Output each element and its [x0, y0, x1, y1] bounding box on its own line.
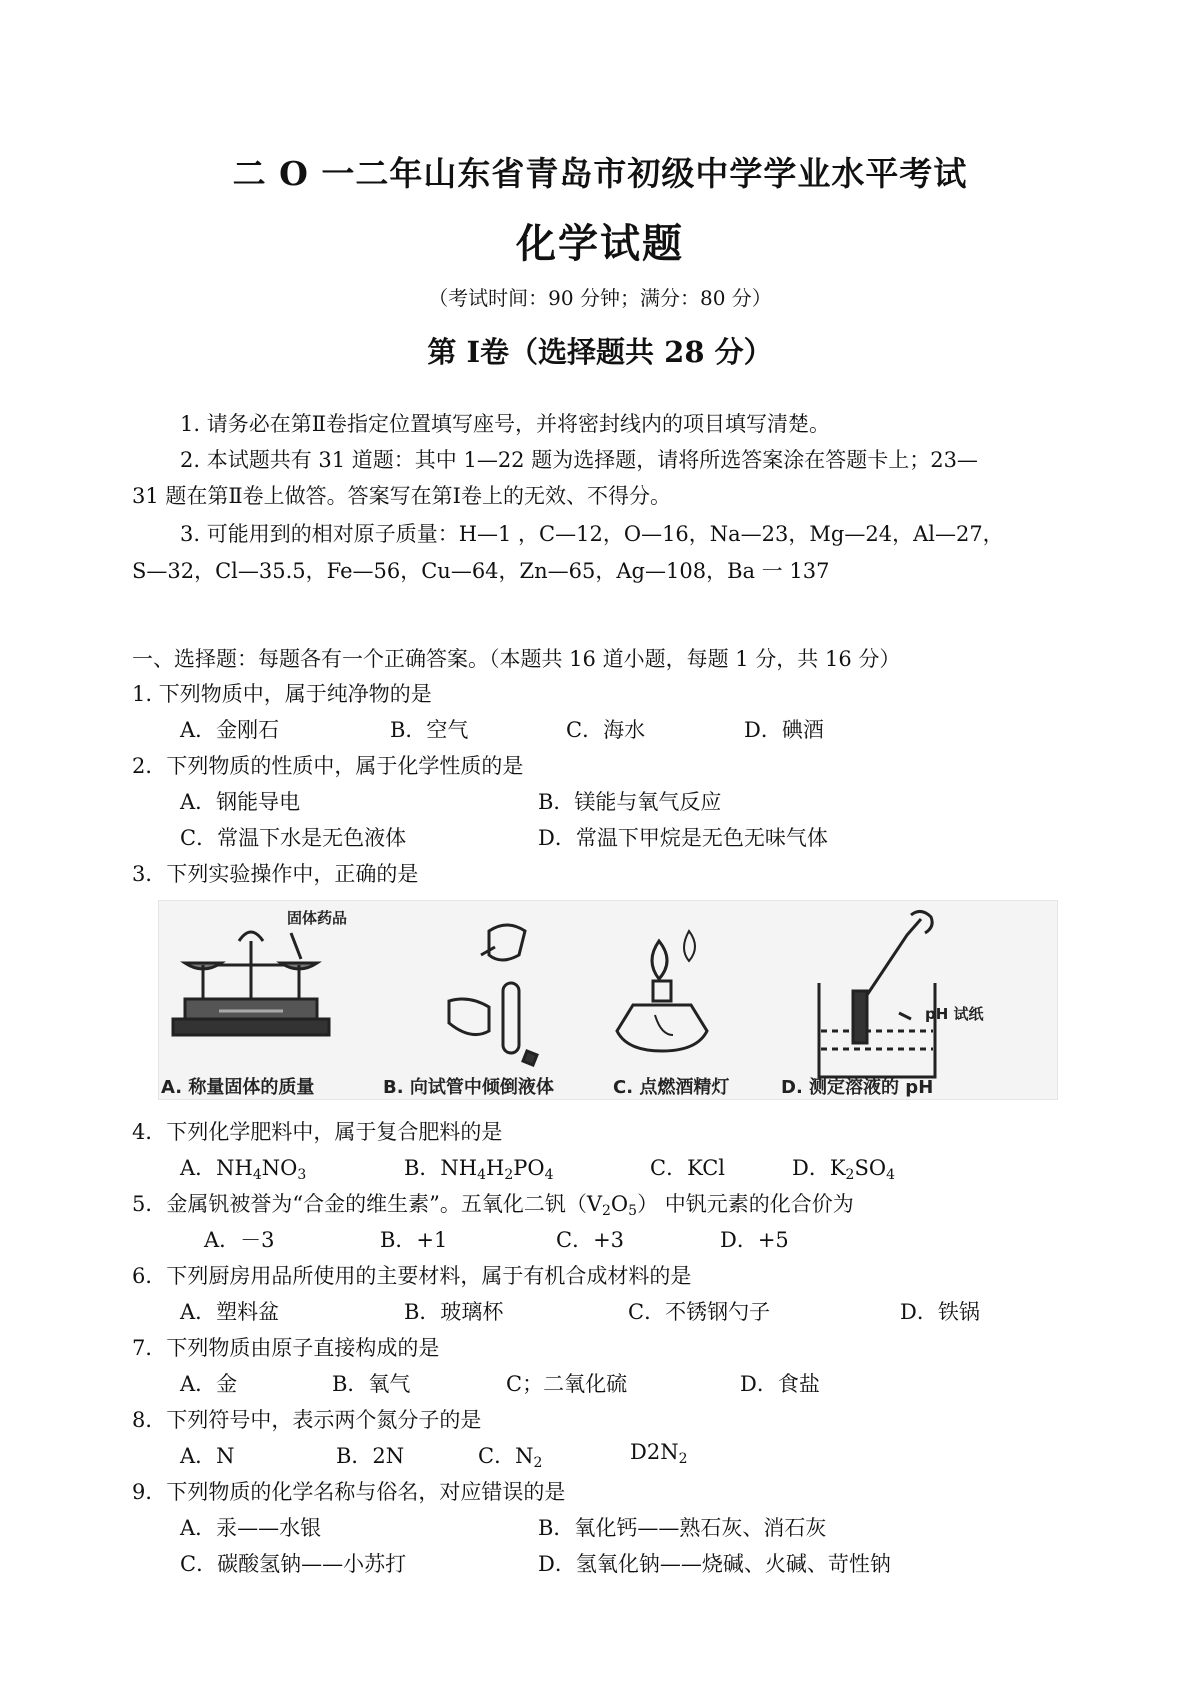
q5-option-a: A．－3: [204, 1228, 275, 1252]
q6-option-d: D．铁锅: [900, 1300, 980, 1324]
caption-a: A. 称量固体的质量: [161, 1077, 315, 1098]
q1-option-a: A．金刚石: [180, 718, 280, 742]
note-3b: S—32，Cl—35.5，Fe—56，Cu—64，Zn—65，Ag—108，Ba 一 137: [132, 559, 830, 583]
note-3a: 3. 可能用到的相对原子质量：H—1 ，C—12，O—16，Na—23，Mg—24，Al—27，: [180, 522, 1004, 546]
q9-option-d: D．氢氧化钠——烧碱、火碱、苛性钠: [538, 1552, 891, 1576]
q1-option-d: D．碘酒: [744, 718, 824, 742]
q6-option-c: C．不锈钢勺子: [628, 1300, 771, 1324]
section-title: 第 Ⅰ卷（选择题共 28 分）: [427, 335, 773, 369]
exam-title: 二 O 一二年山东省青岛市初级中学学业水平考试: [232, 154, 968, 193]
note-2b: 31 题在第Ⅱ卷上做答。答案写在第Ⅰ卷上的无效、不得分。: [132, 484, 671, 508]
q2-option-b: B．镁能与氧气反应: [538, 790, 722, 814]
q2-option-d: D．常温下甲烷是无色无味气体: [538, 826, 828, 850]
q2-option-a: A．钢能导电: [180, 790, 301, 814]
part1-heading: 一、选择题：每题各有一个正确答案。（本题共 16 道小题，每题 1 分，共 16 分）: [132, 647, 901, 671]
ph-paper-label: pH 试纸: [925, 1005, 984, 1023]
q4-option-b: B．$NH_4H_2PO_4$: [404, 1156, 554, 1183]
q8-option-b: B．2N: [336, 1444, 405, 1468]
q7-option-d: D．食盐: [740, 1372, 820, 1396]
q7-stem: 7．下列物质由原子直接构成的是: [132, 1336, 440, 1360]
q9-option-a: A．汞——水银: [180, 1516, 322, 1540]
q3-stem: 3．下列实验操作中，正确的是: [132, 862, 419, 886]
caption-d: D. 测定溶液的 pH: [781, 1077, 934, 1098]
q7-option-c: C；二氧化硫: [506, 1372, 628, 1396]
q4-option-d: D．$K_2SO_4$: [792, 1156, 895, 1183]
note-1: 1. 请务必在第Ⅱ卷指定位置填写座号，并将密封线内的项目填写清楚。: [180, 412, 830, 436]
subject-title: 化学试题: [516, 220, 684, 267]
beaker-ph-test-illustration: [819, 911, 935, 1077]
q8-option-a: A．N: [180, 1444, 235, 1468]
q2-stem: 2．下列物质的性质中，属于化学性质的是: [132, 754, 524, 778]
caption-c: C. 点燃酒精灯: [613, 1077, 730, 1098]
q8-option-d: $D2N_2$: [630, 1440, 688, 1467]
q1-option-c: C．海水: [566, 718, 646, 742]
q2-option-c: C．常温下水是无色液体: [180, 826, 407, 850]
q5-stem: 5．金属钒被誉为“合金的维生素”。五氧化二钒$(V_2O_5)$ 中钒元素的化合价为: [132, 1192, 854, 1219]
q5-option-b: B．+1: [380, 1228, 448, 1252]
lab-operations-figure: [158, 900, 1058, 1100]
caption-b: B. 向试管中倾倒液体: [383, 1077, 554, 1098]
q6-option-b: B．玻璃杯: [404, 1300, 504, 1324]
solid-reagent-label: 固体药品: [287, 909, 348, 927]
alcohol-lamp-illustration: [617, 931, 707, 1051]
q7-option-b: B．氧气: [332, 1372, 411, 1396]
q4-option-a: A．$NH_4NO_3$: [180, 1156, 307, 1183]
q7-option-a: A．金: [180, 1372, 238, 1396]
test-tube-pouring-illustration: [449, 925, 537, 1065]
note-2a: 2. 本试题共有 31 道题：其中 1—22 题为选择题，请将所选答案涂在答题卡上；23—: [180, 448, 978, 472]
q4-stem: 4．下列化学肥料中，属于复合肥料的是: [132, 1120, 503, 1144]
q5-option-d: D．+5: [720, 1228, 789, 1252]
exam-info: （考试时间：90 分钟；满分：80 分）: [428, 286, 772, 310]
lab-operations-drawing: [159, 901, 1057, 1099]
q1-stem: 1. 下列物质中，属于纯净物的是: [132, 682, 432, 706]
q8-stem: 8．下列符号中，表示两个氮分子的是: [132, 1408, 482, 1432]
q6-option-a: A．塑料盆: [180, 1300, 280, 1324]
q6-stem: 6．下列厨房用品所使用的主要材料，属于有机合成材料的是: [132, 1264, 692, 1288]
q4-option-c: C．KCl: [650, 1156, 725, 1180]
q9-option-c: C．碳酸氢钠——小苏打: [180, 1552, 407, 1576]
q9-option-b: B．氧化钙——熟石灰、消石灰: [538, 1516, 827, 1540]
q8-option-c: C．$N_2$: [478, 1444, 543, 1471]
balance-scale-illustration: [173, 932, 329, 1035]
q1-option-b: B．空气: [390, 718, 469, 742]
q5-option-c: C．+3: [556, 1228, 625, 1252]
q9-stem: 9．下列物质的化学名称与俗名，对应错误的是: [132, 1480, 566, 1504]
